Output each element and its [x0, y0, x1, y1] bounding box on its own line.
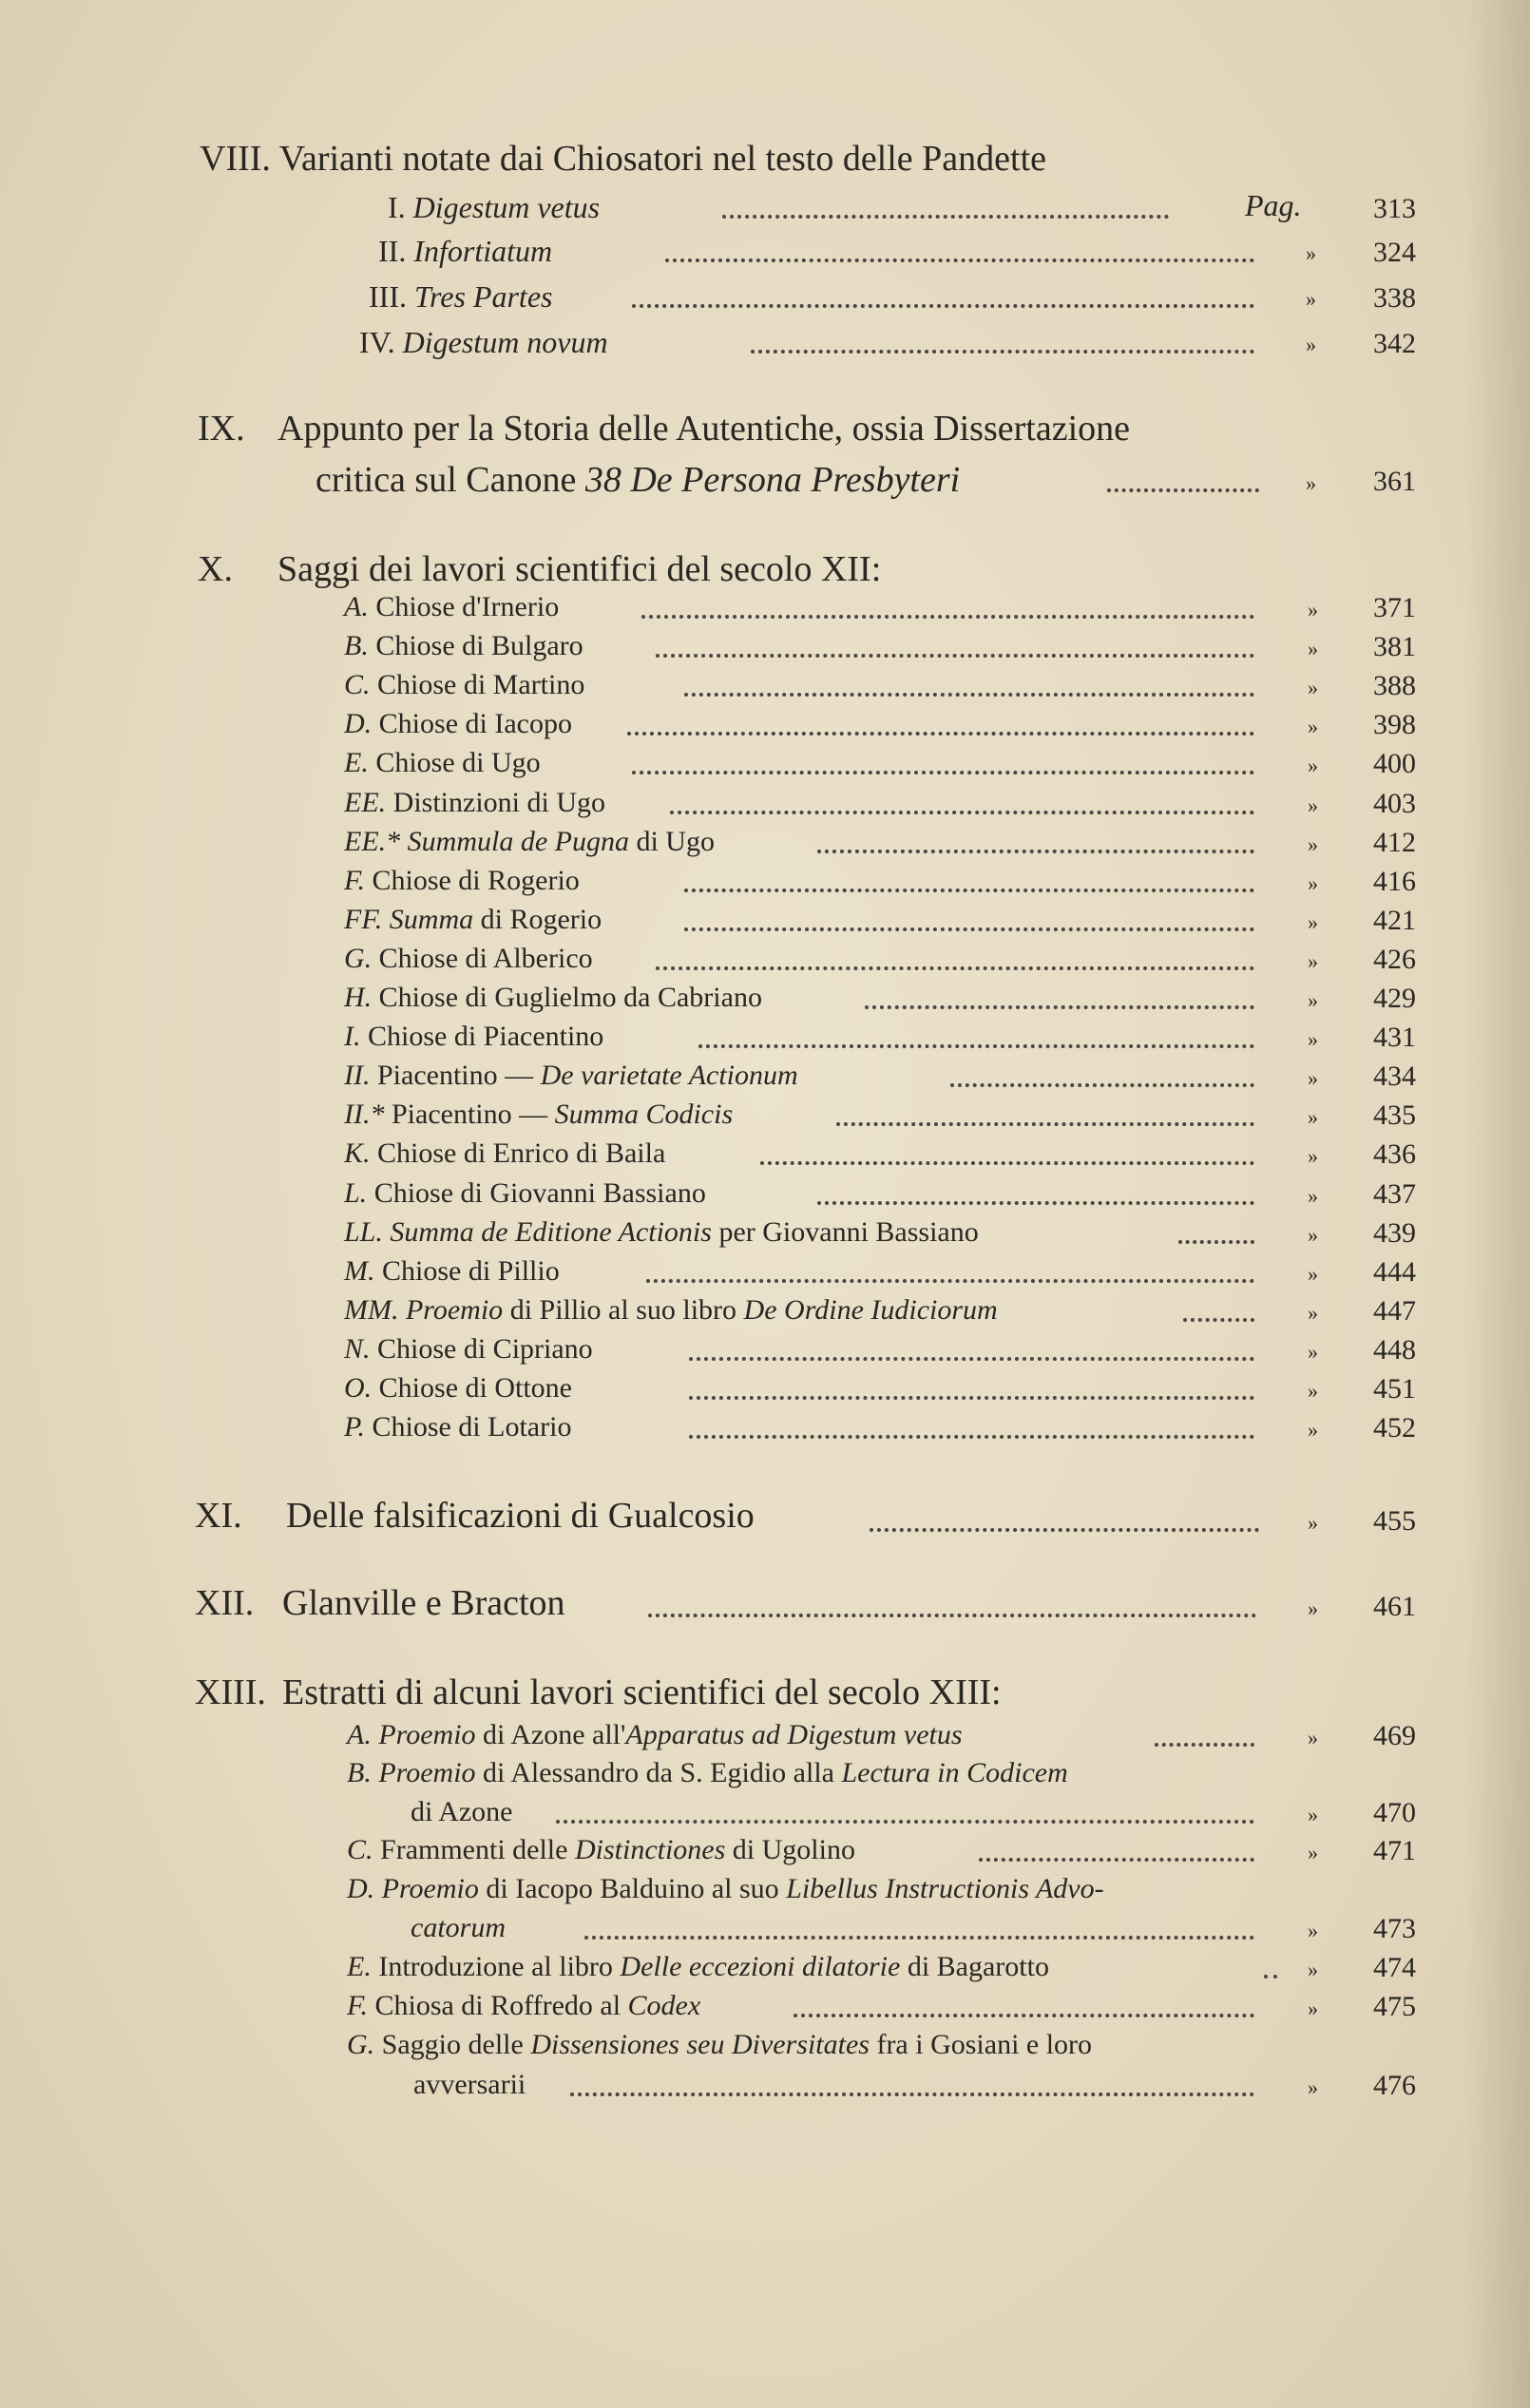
toc-entry — [344, 906, 602, 934]
dot-leader — [1183, 1318, 1254, 1322]
entry-letter: E. — [344, 747, 369, 778]
ditto-mark: » — [1308, 1958, 1318, 1981]
page-number: 476 — [1373, 2070, 1416, 2101]
entry-letter: B. — [347, 1757, 372, 1788]
ditto-mark: » — [1308, 637, 1318, 660]
page-number: 361 — [1373, 466, 1416, 497]
entry-text: Frammenti delle — [380, 1834, 575, 1865]
page-number: 447 — [1373, 1295, 1416, 1327]
entry-numeral: IV. — [359, 325, 395, 359]
section-ix-title: Appunto per la Storia delle Autentiche, ossia Dissertazione — [277, 409, 1130, 449]
dot-leader — [950, 1083, 1254, 1087]
entry-italic: Apparatus ad Digestum vetus — [625, 1719, 963, 1750]
dot-leader — [684, 927, 1254, 931]
entry-text: di Bagarotto — [900, 1951, 1049, 1982]
page-number: 313 — [1373, 193, 1416, 224]
ditto-mark: » — [1306, 241, 1316, 265]
page-number: 444 — [1373, 1256, 1416, 1288]
entry-text: Chiose di Alberico — [378, 943, 593, 974]
page-number: 403 — [1373, 788, 1416, 819]
section-xii-numeral: XII. — [195, 1583, 255, 1623]
entry-letter: C. — [344, 669, 371, 700]
entry-text: di Azone all' — [475, 1719, 626, 1750]
entry-text: Chiose di Ottone — [378, 1372, 572, 1404]
toc-entry — [344, 632, 583, 660]
entry-text: Chiose di Enrico di Baila — [377, 1137, 666, 1169]
toc-entry — [344, 1022, 603, 1051]
entry-letter: D. — [344, 708, 373, 739]
ditto-mark: » — [1308, 1596, 1318, 1620]
entry-letter: F. — [347, 1990, 368, 2021]
entry-text: di Ugolino — [725, 1834, 855, 1865]
page-number: 473 — [1373, 1913, 1416, 1944]
ditto-mark: » — [1306, 471, 1316, 495]
entry-text: Piacentino — — [376, 1060, 541, 1091]
entry-italic: Proemio — [381, 1873, 479, 1904]
dot-leader — [646, 1279, 1254, 1283]
dot-leader — [794, 2014, 1254, 2017]
entry-italic: Distinctiones — [574, 1834, 726, 1865]
ditto-mark: » — [1308, 1184, 1318, 1208]
entry-letter: I. — [344, 1021, 361, 1052]
entry-italic: Proemio — [378, 1719, 476, 1750]
ditto-mark: » — [1308, 1418, 1318, 1442]
dot-leader — [1178, 1240, 1254, 1244]
entry-letter: C. — [347, 1834, 373, 1865]
entry-title: Infortiatum — [413, 234, 553, 268]
entry-italic: Dissensiones seu Diversitates — [530, 2029, 870, 2060]
page-number: 448 — [1373, 1334, 1416, 1366]
section-xiii-numeral: XIII. — [195, 1672, 266, 1712]
page-number: 421 — [1373, 905, 1416, 936]
toc-entry — [347, 2031, 1092, 2059]
entry-text: Chiose di Piacentino — [368, 1021, 604, 1052]
ditto-mark: » — [1308, 1841, 1318, 1864]
entry-letter: D. — [347, 1873, 375, 1904]
section-viii-numeral: VIII. — [200, 139, 271, 179]
entry-text: Distinzioni di Ugo — [392, 787, 605, 818]
entry-numeral: III. — [369, 279, 407, 314]
toc-entry — [347, 1721, 963, 1749]
entry-italic: Summa Codicis — [554, 1099, 734, 1130]
entry-text: Chiosa di Roffredo al — [374, 1990, 628, 2021]
ditto-mark: » — [1308, 949, 1318, 973]
toc-entry — [347, 1875, 1104, 1903]
ditto-mark: » — [1308, 1144, 1318, 1168]
entry-text: Chiose di Martino — [377, 669, 585, 700]
page-number: 451 — [1373, 1373, 1416, 1405]
dot-leader — [870, 1528, 1259, 1532]
entry-italic: Delle eccezioni dilatorie — [620, 1951, 901, 1982]
toc-entry — [344, 1257, 560, 1286]
entry-italic: Lectura in Codicem — [841, 1757, 1068, 1788]
toc-entry — [347, 1759, 1068, 1787]
ditto-mark: » — [1308, 1027, 1318, 1051]
page-number: 426 — [1373, 944, 1416, 975]
entry-title: Digestum vetus — [412, 190, 601, 224]
entry-text: Piacentino — — [391, 1099, 555, 1130]
page-number: 338 — [1373, 282, 1416, 314]
section-xi-title: Delle falsificazioni di Gualcosio — [286, 1496, 755, 1536]
entry-letter: A. — [344, 591, 369, 622]
ditto-mark: » — [1308, 1511, 1318, 1535]
ditto-mark: » — [1308, 988, 1318, 1012]
ditto-mark: » — [1308, 1726, 1318, 1749]
dot-leader — [722, 215, 1169, 219]
dot-leader — [665, 258, 1254, 262]
ditto-mark: » — [1308, 1301, 1318, 1325]
entry-text: Chiose di Cipriano — [377, 1333, 593, 1365]
page-number: 416 — [1373, 866, 1416, 897]
dot-leader — [751, 350, 1254, 354]
entry-text: Chiose di Pillio — [382, 1255, 560, 1287]
ditto-mark: » — [1308, 598, 1318, 621]
entry-letter: P. — [344, 1411, 365, 1443]
page-number: 400 — [1373, 748, 1416, 779]
dot-leader — [670, 811, 1254, 814]
section-xii-heading — [195, 1585, 565, 1621]
dot-leader — [698, 1044, 1254, 1048]
page-number: 324 — [1373, 237, 1416, 268]
toc-entry — [344, 945, 593, 973]
ditto-mark: » — [1308, 1223, 1318, 1247]
entry-text-cont: di Azone — [411, 1796, 513, 1827]
toc-entry — [344, 789, 605, 817]
toc-entry — [344, 984, 762, 1012]
entry-letter: II.* — [344, 1099, 385, 1130]
section-ix-canon: 38 De Persona Presbyteri — [584, 460, 961, 500]
ditto-mark: » — [1308, 754, 1318, 777]
dot-leader — [1155, 1743, 1254, 1747]
toc-entry — [378, 236, 552, 266]
dot-leader — [760, 1161, 1254, 1165]
section-ix-heading — [198, 411, 1130, 447]
section-x-heading — [198, 551, 881, 587]
entry-text: di Ugo — [628, 826, 715, 857]
ditto-mark: » — [1308, 1262, 1318, 1286]
entry-italic: Summula de Pugna — [407, 826, 629, 857]
entry-letter: G. — [347, 2029, 375, 2060]
entry-text-cont: catorum — [411, 1912, 506, 1943]
dot-leader — [684, 889, 1254, 892]
entry-italic: Summa de Editione Actionis — [390, 1216, 712, 1248]
page-number: 475 — [1373, 1991, 1416, 2022]
section-ix-title-cont: critica sul Canone — [316, 460, 577, 500]
toc-entry — [344, 1061, 798, 1090]
page-number: 452 — [1373, 1412, 1416, 1443]
dot-leader — [570, 2093, 1254, 2096]
page-edge-shadow — [1463, 0, 1530, 2408]
page-number: 431 — [1373, 1022, 1416, 1053]
page-number: 461 — [1373, 1591, 1416, 1622]
dot-leader — [865, 1005, 1254, 1009]
entry-text-cont: avversarii — [413, 2069, 526, 2100]
entry-letter: II. — [344, 1060, 371, 1091]
section-xi-numeral: XI. — [195, 1496, 242, 1536]
toc-entry — [359, 327, 608, 357]
toc-entry — [347, 1836, 855, 1864]
entry-text: fra i Gosiani e loro — [869, 2029, 1093, 2060]
dot-leader — [656, 654, 1254, 658]
ditto-mark: » — [1308, 676, 1318, 699]
toc-entry — [388, 192, 600, 222]
dot-leader — [627, 732, 1254, 736]
dot-leader — [632, 771, 1254, 774]
dot-leader — [836, 1122, 1254, 1126]
dot-leader — [689, 1357, 1254, 1361]
section-x-numeral: X. — [198, 549, 233, 589]
section-x-title: Saggi dei lavori scientifici del secolo XII: — [277, 549, 882, 589]
entry-title: Tres Partes — [413, 279, 553, 314]
entry-letter: G. — [344, 943, 373, 974]
entry-text: Chiose di Giovanni Bassiano — [373, 1177, 706, 1209]
entry-text: Saggio delle — [381, 2029, 531, 2060]
pag-label: Pag. — [1245, 188, 1302, 222]
page-number: 436 — [1373, 1138, 1416, 1170]
ditto-mark: » — [1308, 871, 1318, 895]
section-xii-title: Glanville e Bracton — [282, 1583, 565, 1623]
entry-italic: Libellus Instructionis Advo- — [786, 1873, 1104, 1904]
dot-leader — [556, 1820, 1254, 1824]
entry-numeral: I. — [388, 190, 406, 224]
entry-text: di Alessandro da S. Egidio alla — [475, 1757, 842, 1788]
page-number: 471 — [1373, 1835, 1416, 1866]
toc-entry — [344, 710, 572, 738]
entry-text: Chiose di Lotario — [372, 1411, 572, 1443]
ditto-mark: » — [1306, 287, 1316, 311]
entry-letter: K. — [344, 1137, 371, 1169]
entry-italic: Proemio — [378, 1757, 476, 1788]
entry-title: Digestum novum — [402, 325, 608, 359]
toc-entry — [344, 867, 580, 895]
entry-italic: Summa — [389, 904, 474, 935]
entry-letter: H. — [344, 982, 373, 1013]
entry-letter: EE. — [344, 787, 387, 818]
entry-italic: Codex — [627, 1990, 701, 2021]
ditto-mark: » — [1308, 1105, 1318, 1129]
ditto-mark: » — [1306, 333, 1316, 356]
toc-entry — [369, 281, 552, 312]
entry-text: di Iacopo Balduino al suo — [478, 1873, 787, 1904]
dot-leader — [1107, 488, 1259, 492]
ditto-mark: » — [1308, 2075, 1318, 2099]
section-viii-title: Varianti notate dai Chiosatori nel testo delle Pandette — [278, 139, 1047, 179]
entry-text: di Rogerio — [473, 904, 602, 935]
ditto-mark: » — [1308, 1919, 1318, 1942]
page-number: 371 — [1373, 592, 1416, 623]
dot-leader — [689, 1396, 1254, 1400]
toc-entry — [344, 1374, 572, 1403]
entry-letter: EE.* — [344, 826, 401, 857]
entry-text: Chiose di Ugo — [375, 747, 541, 778]
ditto-mark: » — [1308, 1379, 1318, 1403]
entry-letter: LL. — [344, 1216, 383, 1248]
page-number: 388 — [1373, 670, 1416, 701]
dot-leader — [641, 615, 1254, 619]
dot-leader — [817, 1201, 1254, 1205]
dot-leader — [817, 850, 1254, 853]
toc-entry — [344, 1100, 733, 1129]
entry-numeral: II. — [378, 234, 407, 268]
entry-text: Introduzione al libro — [378, 1951, 621, 1982]
entry-text: Chiose di Rogerio — [372, 865, 580, 896]
entry-italic: De varietate Actionum — [540, 1060, 798, 1091]
entry-letter: E. — [347, 1951, 372, 1982]
entry-italic: De Ordine Iudiciorum — [743, 1294, 998, 1326]
entry-text: Chiose d'Irnerio — [375, 591, 560, 622]
entry-letter: L. — [344, 1177, 368, 1209]
ditto-mark: » — [1308, 1997, 1318, 2020]
dot-leader — [584, 1936, 1254, 1940]
ditto-mark: » — [1308, 793, 1318, 817]
page-number: 470 — [1373, 1797, 1416, 1828]
entry-letter: B. — [344, 630, 369, 661]
section-xi-heading — [195, 1498, 755, 1534]
page-number: 381 — [1373, 631, 1416, 662]
entry-letter: FF. — [344, 904, 383, 935]
toc-entry — [344, 671, 584, 699]
page-number: 439 — [1373, 1217, 1416, 1249]
section-xiii-heading — [195, 1674, 1002, 1710]
entry-text: per Giovanni Bassiano — [711, 1216, 979, 1248]
toc-entry — [347, 1953, 1049, 1981]
section-ix-heading-cont — [316, 462, 960, 498]
section-ix-numeral: IX. — [198, 409, 245, 449]
dot-leader — [1264, 1975, 1277, 1978]
dot-leader — [684, 693, 1254, 697]
page-number: 429 — [1373, 983, 1416, 1014]
page-number: 455 — [1373, 1505, 1416, 1537]
entry-letter: O. — [344, 1372, 373, 1404]
page-number: 437 — [1373, 1178, 1416, 1210]
toc-entry — [344, 1335, 593, 1364]
entry-letter: M. — [344, 1255, 375, 1287]
ditto-mark: » — [1308, 1340, 1318, 1364]
dot-leader — [632, 304, 1254, 308]
dot-leader — [656, 966, 1254, 970]
toc-entry — [344, 1413, 571, 1442]
section-xiii-title: Estratti di alcuni lavori scientifici del secolo XIII: — [282, 1672, 1002, 1712]
toc-entry — [344, 1139, 665, 1168]
toc-entry — [344, 593, 559, 621]
ditto-mark: » — [1308, 1066, 1318, 1090]
entry-italic: Proemio — [405, 1294, 504, 1326]
entry-letter: F. — [344, 865, 365, 896]
entry-text: di Pillio al suo libro — [503, 1294, 744, 1326]
toc-entry — [344, 1296, 998, 1325]
ditto-mark: » — [1308, 715, 1318, 738]
dot-leader — [979, 1858, 1254, 1862]
entry-letter: MM. — [344, 1294, 399, 1326]
toc-entry — [344, 1179, 706, 1208]
entry-letter: A. — [347, 1719, 372, 1750]
toc-entry — [344, 1218, 979, 1247]
toc-entry — [344, 828, 715, 856]
section-viii-heading — [200, 141, 1046, 177]
ditto-mark: » — [1308, 1803, 1318, 1826]
page-number: 342 — [1373, 328, 1416, 359]
ditto-mark: » — [1308, 832, 1318, 856]
page-number: 469 — [1373, 1720, 1416, 1751]
entry-letter: N. — [344, 1333, 371, 1365]
page-number: 412 — [1373, 827, 1416, 858]
page-number: 435 — [1373, 1099, 1416, 1131]
page-number: 434 — [1373, 1061, 1416, 1092]
dot-leader — [648, 1614, 1256, 1617]
toc-entry — [344, 749, 541, 777]
entry-text: Chiose di Guglielmo da Cabriano — [378, 982, 762, 1013]
toc-entry — [347, 1992, 700, 2020]
entry-text: Chiose di Iacopo — [378, 708, 572, 739]
entry-text: Chiose di Bulgaro — [375, 630, 583, 661]
page-number: 398 — [1373, 709, 1416, 740]
page-number: 474 — [1373, 1952, 1416, 1983]
dot-leader — [689, 1435, 1254, 1439]
ditto-mark: » — [1308, 910, 1318, 934]
